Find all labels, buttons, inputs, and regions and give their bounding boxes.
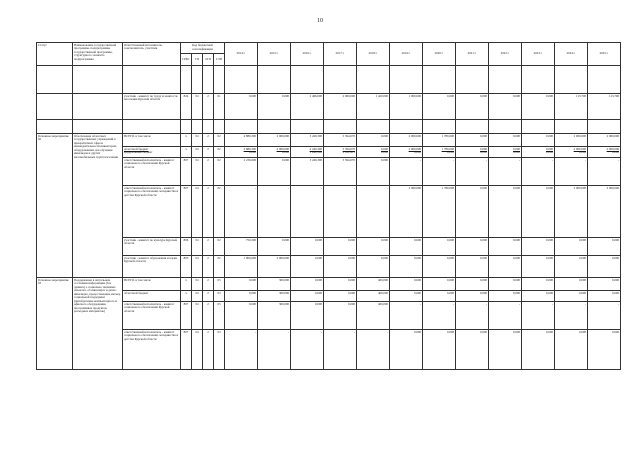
table-row [37,291,621,302]
value-cell: 0,000 [456,134,489,147]
header-code: пГП [203,54,214,66]
value-cell: 0,000 [555,291,588,302]
code-cell: 04 [192,302,203,330]
value-cell: 1 780,000 [423,134,456,147]
code-cell: 03 [214,291,225,302]
executor-cell: ответственный исполнитель - комитет социального обеспечения, материнства и детства Курской области [123,186,181,238]
value-cell: 0,000 [588,291,621,302]
code-cell: 04 [192,158,203,186]
executor-cell: участник - комитет по культуре Курской области [123,238,181,256]
value-cell: 1 900,000 [225,256,258,278]
header-executor: Ответственный исполнитель, соисполнитель, участник [123,43,181,66]
status-cell: Основное мероприятие 02 [37,134,73,278]
code-cell: 2 [203,330,214,370]
table-row [37,238,621,256]
value-cell: 4 889,300 [225,134,258,147]
value-cell: 2 900,000 [258,134,291,147]
table-row [37,330,621,370]
header-year: 2018 г. [357,43,390,66]
value-cell: 0,000 [423,291,456,302]
value-cell: 0,000 [588,330,621,370]
code-cell: 2 [203,94,214,120]
code-cell: х [181,291,192,302]
value-cell: 0,000 0,000 [522,147,555,158]
value-cell: 0,000 [357,256,390,278]
value-cell: - [390,302,423,330]
value-cell: - [324,330,357,370]
table-row [37,278,621,291]
value-cell: 0,000 [324,291,357,302]
value-cell: 2 466,000 [291,94,324,120]
table-row [37,158,621,186]
value-cell: 0,000 [291,256,324,278]
code-cell: 2 [203,302,214,330]
value-cell: - [225,330,258,370]
header-year: 2021 г. [456,43,489,66]
value-cell: 0,000 [522,134,555,147]
code-cell: 807 [181,302,192,330]
value-cell: 0,000 [291,238,324,256]
value-cell: 0,000 [357,158,390,186]
header-year: 2020 г. [423,43,456,66]
value-cell: 2 000,000 [588,134,621,147]
code-cell: 807 [181,330,192,370]
code-cell: 03 [214,330,225,370]
value-cell: 0,000 [225,278,258,291]
value-cell: 2 000,000 0,000 [588,147,621,158]
value-cell: - [522,302,555,330]
value-cell: - [291,186,324,238]
executor-cell: ответственный исполнитель - комитет социального обеспечения Курской области [123,158,181,186]
value-cell: 0,000 [555,330,588,370]
value-cell: 0,000 [423,256,456,278]
value-cell: 0,000 [522,94,555,120]
header-year: 2024 г. [555,43,588,66]
executor-cell: областной бюджет [123,291,181,302]
executor-cell: ответственный исполнитель - комитет социального обеспечения Курской области [123,302,181,330]
value-cell: 0,000 [522,278,555,291]
header-year: 2015 г. [258,43,291,66]
table-row [37,94,621,120]
code-cell: 04 [192,330,203,370]
name-cell: Поддержание в актуальном состоянии информации (баз данных) о социально значимых объектах, об инвалидах и детях-инвалидах, предоставление им мер социальной поддержки (приобретение компьютерного и офисного оборудования, программных продуктов, расходных материалов) [73,278,123,370]
header-code: ГРБС [181,54,192,66]
header-code: ГП [192,54,203,66]
executor-cell: ВСЕГО, в том числе [123,278,181,291]
executor-cell [123,147,181,158]
code-cell: 04 [192,186,203,238]
name-cell: Обеспечение областных государственных учреждений в приоритетных сферах жизнедеятельности инвентарем, оборудованием для обучения инвалидов и других маломобильных групп населения [73,134,123,278]
budget-table [36,42,621,370]
value-cell: 1 780,000 0,000 [423,147,456,158]
value-cell: - [423,158,456,186]
value-cell: - [423,302,456,330]
header-code: СЭП [214,54,225,66]
code-cell: 03 [214,278,225,291]
value-cell: 0,000 [225,302,258,330]
value-cell: 0,000 [258,238,291,256]
value-cell: - [258,186,291,238]
code-cell: 04 [192,134,203,147]
header-name: Наименование государственной программы, подпрограммы государственной программы, структурного элемента подпрограммы [73,43,123,66]
value-cell: 0,000 [522,330,555,370]
value-cell: 0,000 [423,94,456,120]
code-cell: 02 [214,238,225,256]
value-cell: 0,000 [291,302,324,330]
header-status: Статус [37,43,73,66]
executor-cell: ВСЕГО, в том числе [123,134,181,147]
value-cell: 2 000,000 0,000 [555,147,588,158]
value-cell: 0,000 0,000 [357,147,390,158]
value-cell: 0,000 [522,238,555,256]
value-cell: 1 420,000 [357,94,390,120]
code-cell: 04 [192,291,203,302]
table-row [37,302,621,330]
value-cell: 759,300 [225,238,258,256]
value-cell: 0,000 [489,134,522,147]
value-cell: - [489,158,522,186]
value-cell: - [522,158,555,186]
value-cell: - [390,158,423,186]
value-cell: 0,000 [390,278,423,291]
code-cell: 2 [203,147,214,158]
header-code-group: Код бюджетной классификации [181,43,225,54]
value-cell: 0,000 [456,330,489,370]
value-cell: - [456,158,489,186]
budget-regional-label: областной бюджет [124,146,149,151]
value-cell: 0,000 [588,278,621,291]
value-cell: 0,000 [324,302,357,330]
code-cell: 04 [192,94,203,120]
value-cell: 0,000 [456,256,489,278]
executor-cell: участник - комитет по труду и занятости населения Курской области [123,94,181,120]
value-cell: 2 900,000 0,000 [258,147,291,158]
header-year: 2014 г. [225,43,258,66]
value-cell: 0,000 [588,256,621,278]
value-cell: 0,000 [555,256,588,278]
code-cell: 01 [214,94,225,120]
page-number: 10 [317,18,323,24]
code-cell: 2 [203,134,214,147]
value-cell: 2 000,000 [390,186,423,238]
value-cell: 0,000 [291,291,324,302]
value-cell: 0,000 [390,291,423,302]
value-cell: - [588,302,621,330]
header-year: 2017 г. [324,43,357,66]
value-cell: 0,000 [522,186,555,238]
value-cell: 5 594,070 2 932,411 [324,147,357,158]
code-cell: 807 [181,158,192,186]
code-cell: 02 [214,186,225,238]
value-cell: - [555,158,588,186]
header-year: 2016 г. [291,43,324,66]
value-cell: 0,000 [423,238,456,256]
code-cell: 04 [192,278,203,291]
value-cell: 1 000,000 [390,94,423,120]
value-cell: 400,000 [357,291,390,302]
code-cell: 04 [192,256,203,278]
value-cell: 0,000 [258,94,291,120]
value-cell: 0,000 [324,256,357,278]
value-cell: 2 240,300 1 240,300 [291,147,324,158]
code-cell: 02 [214,147,225,158]
value-cell: 0,000 [489,330,522,370]
header-year: 2022 г. [489,43,522,66]
code-cell: х [181,278,192,291]
value-cell: 400,000 [357,278,390,291]
value-cell: 0,000 [357,238,390,256]
code-cell: 02 [214,134,225,147]
status-cell: Основное мероприятие 03 [37,278,73,370]
value-cell: 2 000,000 [555,134,588,147]
value-cell: - [357,330,390,370]
value-cell: 0,000 [456,278,489,291]
header-year: 2025 г. [588,43,621,66]
value-cell: - [489,302,522,330]
value-cell: 0,000 [489,186,522,238]
value-cell: 0,000 [489,291,522,302]
value-cell: 113,700 [555,94,588,120]
code-cell: 2 [203,278,214,291]
code-cell: х [181,134,192,147]
value-cell: 0,000 [357,134,390,147]
value-cell: 0,000 [291,278,324,291]
value-cell: 0,000 [423,330,456,370]
value-cell: - [588,158,621,186]
value-cell: 0,000 [588,238,621,256]
value-cell: - [225,186,258,238]
value-cell: 0,000 [390,256,423,278]
value-cell: 4 889,300 0,000 [225,147,258,158]
budget-federal-label: федеральный бюджет [124,150,153,155]
value-cell: 0,000 [324,238,357,256]
value-cell: - [555,302,588,330]
value-cell: 0,000 [489,256,522,278]
code-cell: 807 [181,186,192,238]
header-row-top [37,43,621,54]
code-cell: х [181,147,192,158]
value-cell: 2 000,000 [324,94,357,120]
value-cell: 2 900,000 [258,256,291,278]
value-cell: 0,000 0,000 [456,147,489,158]
executor-cell: участник - комитет образования и науки Курской области [123,256,181,278]
header-year: 2023 г. [522,43,555,66]
value-cell: 0,000 [456,94,489,120]
value-cell: 0,000 [555,238,588,256]
code-cell: 2 [203,291,214,302]
code-cell: 04 [192,238,203,256]
value-cell: 300,000 [258,302,291,330]
code-cell: 04 [192,147,203,158]
value-cell: - [291,330,324,370]
value-cell: 0,000 [390,330,423,370]
value-cell: 0,000 [423,278,456,291]
value-cell: 0,000 [456,238,489,256]
code-cell: 824 [181,94,192,120]
code-cell: 02 [214,256,225,278]
value-cell: - [357,186,390,238]
value-cell: 1 780,000 [423,186,456,238]
code-cell: 02 [214,158,225,186]
value-cell: 5 594,070 [324,134,357,147]
value-cell: 2 000,000 [390,134,423,147]
spacer-row [37,66,621,94]
value-cell: - [456,302,489,330]
value-cell: 0,000 [522,291,555,302]
value-cell: 0,000 [258,158,291,186]
value-cell: - [324,186,357,238]
value-cell: 0,000 [489,94,522,120]
value-cell: 3 240,300 [291,158,324,186]
value-cell: 0,000 [324,278,357,291]
value-cell: 2 000,000 [588,186,621,238]
value-cell: 2 000,000 0,000 [390,147,423,158]
code-cell: 806 [181,238,192,256]
code-cell: 803 [181,256,192,278]
code-cell: 2 [203,186,214,238]
value-cell: 2 230,000 [225,158,258,186]
value-cell: 0,000 [489,278,522,291]
table-row [37,147,621,158]
code-cell: 2 [203,256,214,278]
value-cell: 0,000 [522,256,555,278]
code-cell: 2 [203,238,214,256]
table-row [37,134,621,147]
spacer-row [37,120,621,134]
value-cell: 0,000 [225,94,258,120]
value-cell: 300,000 [258,291,291,302]
value-cell: 113,700 [588,94,621,120]
value-cell: 400,000 [357,302,390,330]
code-cell: 2 [203,158,214,186]
value-cell: - [258,330,291,370]
header-year: 2019 г. [390,43,423,66]
value-cell: 0,000 [489,238,522,256]
value-cell: 300,000 [258,278,291,291]
table-row [37,186,621,238]
table-row [37,256,621,278]
executor-cell: ответственный исполнитель - комитет социального обеспечения, материнства и детства Курской области [123,330,181,370]
code-cell: 03 [214,302,225,330]
value-cell: 0,000 [225,291,258,302]
value-cell: 3 240,300 [291,134,324,147]
value-cell: 5 594,070 [324,158,357,186]
value-cell: 0,000 [456,291,489,302]
value-cell: 0,000 [456,186,489,238]
value-cell: 2 000,000 [555,186,588,238]
value-cell: 0,000 0,000 [489,147,522,158]
value-cell: 0,000 [555,278,588,291]
value-cell: 0,000 [390,238,423,256]
